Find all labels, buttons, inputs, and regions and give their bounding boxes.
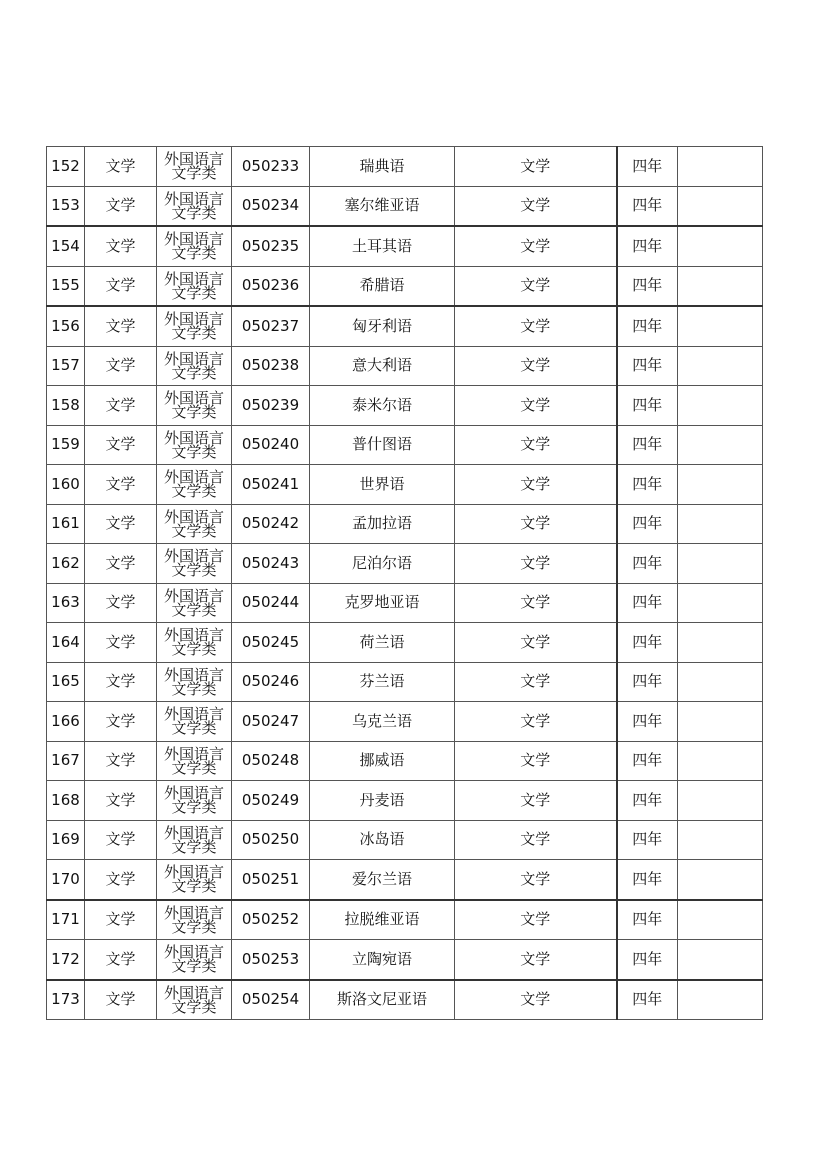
degree-type: 文学 (455, 662, 617, 702)
major-code: 050239 (232, 386, 310, 426)
major-code: 050248 (232, 741, 310, 781)
note-cell (678, 741, 763, 781)
note-cell (678, 425, 763, 465)
table-row (47, 860, 763, 900)
study-duration: 四年 (617, 702, 678, 742)
discipline-category: 文学 (85, 820, 157, 860)
major-class: 外国语言 文学类 (157, 346, 232, 386)
discipline-category: 文学 (85, 623, 157, 663)
row-number: 170 (47, 860, 85, 900)
major-name: 希腊语 (310, 266, 455, 306)
degree-type: 文学 (455, 980, 617, 1020)
table-row (47, 900, 763, 940)
degree-type: 文学 (455, 386, 617, 426)
discipline-category: 文学 (85, 980, 157, 1020)
table-row (47, 465, 763, 505)
degree-type: 文学 (455, 544, 617, 584)
major-code: 050250 (232, 820, 310, 860)
discipline-category: 文学 (85, 186, 157, 226)
major-name: 孟加拉语 (310, 504, 455, 544)
major-code: 050235 (232, 226, 310, 266)
discipline-category: 文学 (85, 346, 157, 386)
major-code: 050245 (232, 623, 310, 663)
degree-type: 文学 (455, 860, 617, 900)
row-number: 173 (47, 980, 85, 1020)
study-duration: 四年 (617, 820, 678, 860)
major-code: 050243 (232, 544, 310, 584)
row-number: 159 (47, 425, 85, 465)
row-number: 160 (47, 465, 85, 505)
major-class: 外国语言 文学类 (157, 544, 232, 584)
major-code: 050247 (232, 702, 310, 742)
major-code: 050246 (232, 662, 310, 702)
major-code: 050236 (232, 266, 310, 306)
study-duration: 四年 (617, 662, 678, 702)
major-code: 050254 (232, 980, 310, 1020)
row-number: 155 (47, 266, 85, 306)
major-class: 外国语言 文学类 (157, 583, 232, 623)
major-name: 普什图语 (310, 425, 455, 465)
table-row (47, 741, 763, 781)
major-name: 乌克兰语 (310, 702, 455, 742)
major-class: 外国语言 文学类 (157, 702, 232, 742)
table-row (47, 425, 763, 465)
table-row (47, 386, 763, 426)
major-name: 匈牙利语 (310, 306, 455, 346)
discipline-category: 文学 (85, 781, 157, 821)
study-duration: 四年 (617, 741, 678, 781)
major-code: 050252 (232, 900, 310, 940)
row-number: 162 (47, 544, 85, 584)
row-number: 169 (47, 820, 85, 860)
study-duration: 四年 (617, 226, 678, 266)
row-number: 154 (47, 226, 85, 266)
discipline-category: 文学 (85, 504, 157, 544)
note-cell (678, 702, 763, 742)
note-cell (678, 386, 763, 426)
degree-type: 文学 (455, 186, 617, 226)
major-code: 050251 (232, 860, 310, 900)
major-class: 外国语言 文学类 (157, 386, 232, 426)
note-cell (678, 583, 763, 623)
study-duration: 四年 (617, 623, 678, 663)
note-cell (678, 226, 763, 266)
major-class: 外国语言 文学类 (157, 623, 232, 663)
major-class: 外国语言 文学类 (157, 226, 232, 266)
table-row (47, 623, 763, 663)
major-class: 外国语言 文学类 (157, 940, 232, 980)
major-class: 外国语言 文学类 (157, 900, 232, 940)
major-name: 克罗地亚语 (310, 583, 455, 623)
study-duration: 四年 (617, 266, 678, 306)
row-number: 166 (47, 702, 85, 742)
discipline-category: 文学 (85, 306, 157, 346)
note-cell (678, 781, 763, 821)
row-number: 171 (47, 900, 85, 940)
table-row (47, 940, 763, 980)
table-row (47, 820, 763, 860)
degree-type: 文学 (455, 504, 617, 544)
major-class: 外国语言 文学类 (157, 186, 232, 226)
row-number: 153 (47, 186, 85, 226)
study-duration: 四年 (617, 781, 678, 821)
major-code: 050242 (232, 504, 310, 544)
discipline-category: 文学 (85, 266, 157, 306)
major-class: 外国语言 文学类 (157, 504, 232, 544)
row-number: 165 (47, 662, 85, 702)
row-number: 163 (47, 583, 85, 623)
row-number: 164 (47, 623, 85, 663)
discipline-category: 文学 (85, 662, 157, 702)
major-name: 丹麦语 (310, 781, 455, 821)
row-number: 158 (47, 386, 85, 426)
major-code: 050253 (232, 940, 310, 980)
note-cell (678, 820, 763, 860)
discipline-category: 文学 (85, 900, 157, 940)
major-class: 外国语言 文学类 (157, 425, 232, 465)
study-duration: 四年 (617, 465, 678, 505)
major-name: 爱尔兰语 (310, 860, 455, 900)
degree-type: 文学 (455, 266, 617, 306)
degree-type: 文学 (455, 147, 617, 187)
degree-type: 文学 (455, 781, 617, 821)
study-duration: 四年 (617, 504, 678, 544)
note-cell (678, 346, 763, 386)
note-cell (678, 940, 763, 980)
study-duration: 四年 (617, 940, 678, 980)
major-name: 世界语 (310, 465, 455, 505)
discipline-category: 文学 (85, 465, 157, 505)
major-class: 外国语言 文学类 (157, 306, 232, 346)
major-name: 冰岛语 (310, 820, 455, 860)
discipline-category: 文学 (85, 860, 157, 900)
degree-type: 文学 (455, 226, 617, 266)
degree-type: 文学 (455, 702, 617, 742)
major-name: 立陶宛语 (310, 940, 455, 980)
major-class: 外国语言 文学类 (157, 147, 232, 187)
table-row (47, 504, 763, 544)
table-row (47, 266, 763, 306)
major-class: 外国语言 文学类 (157, 741, 232, 781)
study-duration: 四年 (617, 386, 678, 426)
note-cell (678, 980, 763, 1020)
study-duration: 四年 (617, 346, 678, 386)
note-cell (678, 266, 763, 306)
table-row (47, 147, 763, 187)
study-duration: 四年 (617, 425, 678, 465)
discipline-category: 文学 (85, 741, 157, 781)
discipline-category: 文学 (85, 583, 157, 623)
major-name: 土耳其语 (310, 226, 455, 266)
degree-type: 文学 (455, 940, 617, 980)
note-cell (678, 147, 763, 187)
major-class: 外国语言 文学类 (157, 781, 232, 821)
note-cell (678, 860, 763, 900)
table-row (47, 226, 763, 266)
discipline-category: 文学 (85, 544, 157, 584)
major-name: 瑞典语 (310, 147, 455, 187)
degree-type: 文学 (455, 623, 617, 663)
major-class: 外国语言 文学类 (157, 820, 232, 860)
major-code: 050234 (232, 186, 310, 226)
study-duration: 四年 (617, 583, 678, 623)
major-code: 050238 (232, 346, 310, 386)
major-class: 外国语言 文学类 (157, 465, 232, 505)
discipline-category: 文学 (85, 940, 157, 980)
table-row (47, 544, 763, 584)
major-name: 挪威语 (310, 741, 455, 781)
table-row (47, 186, 763, 226)
major-name: 斯洛文尼亚语 (310, 980, 455, 1020)
study-duration: 四年 (617, 900, 678, 940)
major-name: 拉脱维亚语 (310, 900, 455, 940)
note-cell (678, 544, 763, 584)
discipline-category: 文学 (85, 386, 157, 426)
row-number: 156 (47, 306, 85, 346)
row-number: 167 (47, 741, 85, 781)
degree-type: 文学 (455, 820, 617, 860)
major-name: 荷兰语 (310, 623, 455, 663)
discipline-category: 文学 (85, 226, 157, 266)
study-duration: 四年 (617, 186, 678, 226)
note-cell (678, 465, 763, 505)
major-name: 意大利语 (310, 346, 455, 386)
discipline-category: 文学 (85, 147, 157, 187)
study-duration: 四年 (617, 306, 678, 346)
degree-type: 文学 (455, 306, 617, 346)
degree-type: 文学 (455, 346, 617, 386)
study-duration: 四年 (617, 544, 678, 584)
major-name: 泰米尔语 (310, 386, 455, 426)
note-cell (678, 186, 763, 226)
major-code: 050237 (232, 306, 310, 346)
row-number: 161 (47, 504, 85, 544)
discipline-category: 文学 (85, 425, 157, 465)
degree-type: 文学 (455, 741, 617, 781)
degree-type: 文学 (455, 465, 617, 505)
row-number: 152 (47, 147, 85, 187)
major-name: 尼泊尔语 (310, 544, 455, 584)
row-number: 172 (47, 940, 85, 980)
note-cell (678, 306, 763, 346)
degree-type: 文学 (455, 583, 617, 623)
study-duration: 四年 (617, 147, 678, 187)
major-class: 外国语言 文学类 (157, 662, 232, 702)
table-row (47, 306, 763, 346)
study-duration: 四年 (617, 980, 678, 1020)
major-code: 050249 (232, 781, 310, 821)
note-cell (678, 504, 763, 544)
table-row (47, 980, 763, 1020)
degree-type: 文学 (455, 425, 617, 465)
table-row (47, 662, 763, 702)
table-row (47, 583, 763, 623)
table-row (47, 702, 763, 742)
note-cell (678, 623, 763, 663)
note-cell (678, 662, 763, 702)
major-class: 外国语言 文学类 (157, 860, 232, 900)
table-row (47, 781, 763, 821)
row-number: 157 (47, 346, 85, 386)
row-number: 168 (47, 781, 85, 821)
study-duration: 四年 (617, 860, 678, 900)
major-code: 050244 (232, 583, 310, 623)
major-code: 050233 (232, 147, 310, 187)
note-cell (678, 900, 763, 940)
majors-table (46, 146, 763, 1020)
major-code: 050241 (232, 465, 310, 505)
major-class: 外国语言 文学类 (157, 980, 232, 1020)
major-name: 塞尔维亚语 (310, 186, 455, 226)
major-code: 050240 (232, 425, 310, 465)
table-row (47, 346, 763, 386)
discipline-category: 文学 (85, 702, 157, 742)
major-class: 外国语言 文学类 (157, 266, 232, 306)
degree-type: 文学 (455, 900, 617, 940)
major-name: 芬兰语 (310, 662, 455, 702)
